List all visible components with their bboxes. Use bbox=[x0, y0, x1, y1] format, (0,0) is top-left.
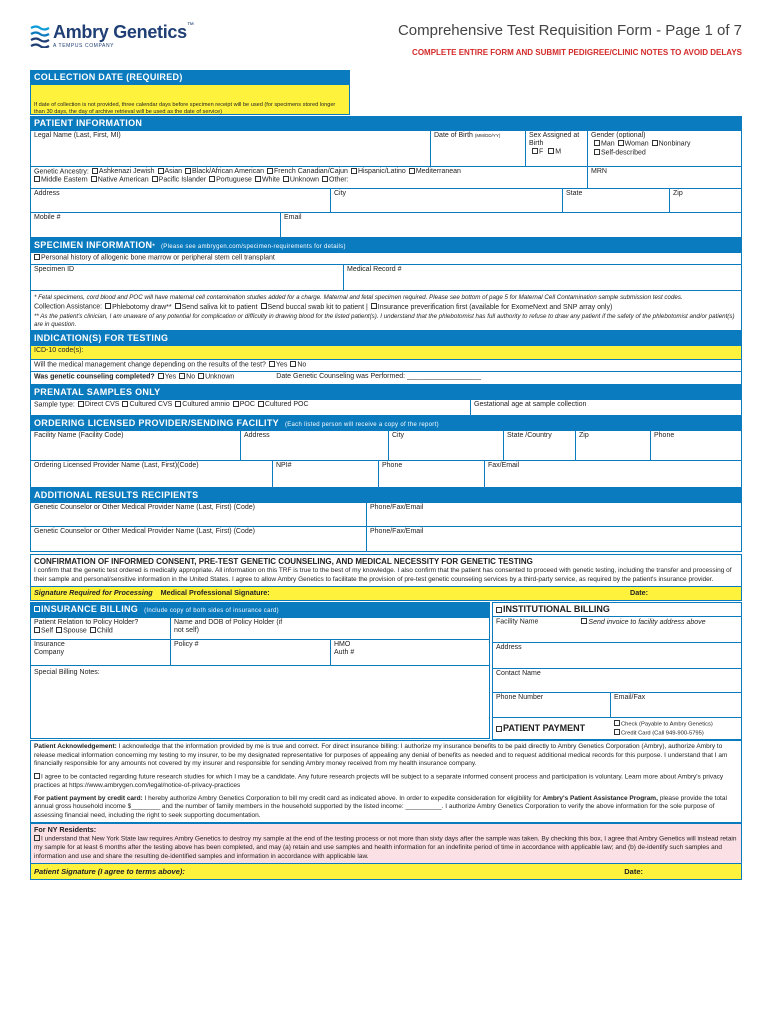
option-label: Black/African American bbox=[192, 168, 264, 176]
specimen-heading-sup: * bbox=[152, 243, 155, 250]
checkbox[interactable] bbox=[34, 254, 40, 260]
option-label: Mediterranean bbox=[415, 168, 461, 176]
consent-section bbox=[30, 554, 742, 602]
ordering-provider-field[interactable] bbox=[31, 461, 273, 487]
checkbox[interactable] bbox=[34, 627, 40, 633]
ny-body: I understand that New York State law requires Ambry Genetics to destroy my sample at the end of the testing process or not more than sixty days after the sample was taken. By checking this box, I agree that Ambry Genetics will instead retain my sample for at least 6 months after the testing above has been completed, and may (a) retain and use samples and health information for an indefinite period of time in accordance with applicable law; and (b) de-identify such samples and information and use and share the resulting de-identified samples and information in accordance with applicable law. bbox=[34, 835, 737, 860]
state-field[interactable] bbox=[563, 189, 670, 212]
sex-f-label: F bbox=[539, 148, 544, 156]
checkbox[interactable] bbox=[105, 303, 111, 309]
facility-label: Facility Name (Facility Code) bbox=[34, 431, 124, 439]
option-label: Phlebotomy draw** bbox=[112, 303, 172, 311]
insurance-heading-text: INSURANCE BILLING bbox=[41, 604, 139, 615]
state-country-field[interactable] bbox=[504, 431, 576, 460]
sig-required: Signature Required for Processing bbox=[34, 588, 153, 598]
phone2-label: Phone bbox=[382, 461, 403, 469]
provider-section bbox=[30, 431, 742, 488]
checkbox[interactable] bbox=[618, 140, 624, 146]
special-label: Special Billing Notes: bbox=[34, 668, 100, 676]
sex-field bbox=[526, 131, 588, 166]
checkbox[interactable] bbox=[92, 168, 98, 174]
unknown-label: Unknown bbox=[205, 373, 235, 381]
checkbox[interactable] bbox=[255, 176, 261, 182]
option-label: Send saliva kit to patient bbox=[181, 303, 258, 311]
city-label: City bbox=[334, 189, 347, 197]
provider-heading-note: (Each listed person will receive a copy of the report) bbox=[284, 421, 439, 428]
email-label: Email bbox=[284, 213, 302, 221]
option-label: POC bbox=[239, 401, 255, 409]
inst-contact-field[interactable] bbox=[493, 669, 741, 692]
payment-heading bbox=[493, 723, 611, 734]
institutional-heading-text: INSTITUTIONAL BILLING bbox=[503, 604, 610, 615]
checkbox[interactable] bbox=[158, 168, 164, 174]
checkbox[interactable] bbox=[34, 835, 40, 841]
recipient1-contact-label: Phone/Fax/Email bbox=[370, 503, 424, 511]
icd-field[interactable] bbox=[31, 346, 741, 359]
option-label: Pacific Islander bbox=[158, 176, 207, 184]
zip-field[interactable] bbox=[670, 189, 741, 212]
dob-format: (MM/DD/YY) bbox=[474, 132, 501, 138]
insurance-heading-note: (Include copy of both sides of insurance card) bbox=[144, 608, 279, 615]
legal-name-field[interactable] bbox=[31, 131, 431, 166]
checkbox[interactable] bbox=[371, 303, 377, 309]
brand-tm: ™ bbox=[186, 22, 194, 29]
checkbox[interactable] bbox=[269, 361, 275, 367]
mobile-label: Mobile # bbox=[34, 213, 61, 221]
gender-label: Gender (optional) bbox=[591, 131, 646, 139]
ordering-label: Ordering Licensed Provider Name (Last, First)(Code) bbox=[34, 461, 199, 469]
checkbox[interactable] bbox=[198, 373, 204, 379]
card-body: I hereby authorize Ambry Genetics Corporation to bill my credit card as indicated above. In order to expedite consideration for eligibility for bbox=[142, 794, 541, 802]
mrn-field[interactable] bbox=[588, 167, 741, 188]
checkbox[interactable] bbox=[34, 773, 40, 779]
send-invoice-label: Send invoice to facility address above bbox=[588, 618, 706, 626]
relation-field bbox=[31, 618, 171, 639]
recipient2-name[interactable] bbox=[31, 527, 367, 551]
management-question bbox=[31, 360, 741, 371]
ambry-waves-icon bbox=[30, 24, 50, 48]
ack-text bbox=[31, 741, 741, 771]
provider-phone-label: Phone bbox=[654, 431, 675, 439]
provider-city-label: City bbox=[392, 431, 405, 439]
checkbox[interactable] bbox=[496, 726, 502, 732]
checkbox[interactable] bbox=[185, 168, 191, 174]
insurance-box bbox=[30, 618, 490, 739]
inst-address-label: Address bbox=[496, 644, 522, 652]
brand-name: Ambry Genetics bbox=[53, 22, 187, 42]
checkbox[interactable] bbox=[90, 627, 96, 633]
option-label: Direct CVS bbox=[84, 401, 120, 409]
ack-body: I acknowledge that the information provided by me is true and correct. For direct insurance billing: I authorize my insurance benefits to be paid directly to Ambry Genetics Corporation (Ambry), authorize Ambry to release medical information concerning my testing to my insurer, to be my designated representative for purposes of appealing any denial of benefits as needed and to request additional medical records for this purpose. I understand that I am financially responsible for any amounts not covered by my insurer and responsible for sending Ambry money received from my health insurance company. bbox=[34, 743, 728, 768]
checkbox[interactable] bbox=[267, 168, 273, 174]
option-label: Native American bbox=[97, 176, 149, 184]
specimen-section bbox=[30, 253, 742, 331]
check-label: Check (Payable to Ambry Genetics) bbox=[621, 721, 713, 728]
checkbox[interactable] bbox=[496, 607, 502, 613]
ny-text bbox=[31, 835, 741, 863]
ancestry-label: Genetic Ancestry: bbox=[34, 168, 89, 176]
option-label: Middle Eastern bbox=[41, 176, 88, 184]
institutional-heading bbox=[492, 602, 742, 617]
marrow-label: Personal history of allogenic bone marrow or peripheral stem cell transplant bbox=[41, 254, 275, 262]
policy-holder-field[interactable] bbox=[171, 618, 489, 639]
recipient2-contact-label: Phone/Fax/Email bbox=[370, 527, 424, 535]
provider-zip-label: Zip bbox=[579, 431, 589, 439]
specimen-heading bbox=[30, 238, 742, 253]
hmo-label: HMO bbox=[334, 640, 351, 648]
yes-label: Yes bbox=[275, 361, 288, 369]
checkbox[interactable] bbox=[91, 176, 97, 182]
checkbox[interactable] bbox=[122, 401, 128, 407]
card-body2: please provide the total annual gross household income $________ and the number of family members in the household supported by the listed income: __________. I authorize Ambry Genetics Corporation to verify the above information for the sole purpose of assessing financial need, including the right to seek supporting documentation. bbox=[34, 794, 727, 819]
no-label: No bbox=[297, 361, 307, 369]
provider-address-label: Address bbox=[244, 431, 270, 439]
logo bbox=[30, 22, 194, 49]
special-notes-field[interactable] bbox=[31, 666, 489, 680]
option-label: Cultured amnio bbox=[182, 401, 230, 409]
option-label: Cultured POC bbox=[264, 401, 309, 409]
checkbox[interactable] bbox=[614, 729, 620, 735]
collection-date-field[interactable] bbox=[30, 85, 350, 115]
fetal-note: * Fetal specimens, cord blood and POC will have maternal cell contamination studies added for a charge. Maternal and fetal specimen required. Please see bottom of page 5 for Maternal Cell Contamination sample submission test codes. bbox=[34, 293, 683, 301]
form-header bbox=[30, 22, 742, 70]
option-label: Self bbox=[41, 627, 54, 635]
provider-city-field[interactable] bbox=[389, 431, 504, 460]
recipient1-label: Genetic Counselor or Other Medical Provider Name (Last, First) (Code) bbox=[34, 503, 255, 511]
specimen-id-label: Specimen ID bbox=[34, 265, 75, 273]
research-text bbox=[31, 771, 741, 793]
page-title: Comprehensive Test Requisition Form - Page 1 of 7 bbox=[397, 22, 742, 39]
checkbox[interactable] bbox=[581, 618, 587, 624]
card-text bbox=[31, 793, 741, 823]
insurance-billing bbox=[30, 602, 490, 740]
card-lead: For patient payment by credit card: bbox=[34, 794, 143, 802]
gender-man: Man bbox=[601, 140, 615, 148]
checkbox[interactable] bbox=[614, 720, 620, 726]
no-label: No bbox=[186, 373, 196, 381]
option-label: French Canadian/Cajun bbox=[274, 168, 348, 176]
gestational-age-field[interactable] bbox=[471, 400, 741, 415]
option-label: Other: bbox=[329, 176, 349, 184]
checkbox[interactable] bbox=[652, 140, 658, 146]
checkbox[interactable] bbox=[532, 148, 538, 154]
consent-text: I confirm that the genetic test ordered is medically appropriate. All information on this TRF is true to the best of my knowledge. I also confirm that the patient has consented to proceed with genetic testing, including the transfer and processing of their sample and personal/sensitive information in the United States. I agree to allow Ambry Genetics to facilitate the provision of pre-test genetic counseling services by a third-party service, as required by the patient's insurance provider. bbox=[34, 567, 732, 583]
assist-note: ** As the patient's clinician, I am unaware of any potential for complication or difficulty in drawing blood for the listed patient(s). I understand that the phlebotomist has full authority to refuse to draw any patient if the safety of the phlebotomist and/or patient(s) are in question. bbox=[34, 313, 735, 328]
patient-payment bbox=[492, 718, 742, 740]
collection-note: If date of collection is not provided, three calendar days before specimen receipt will be used (for specimens stored longer than 30 days, the day of archive retrieval will be used as the date of service) bbox=[34, 101, 336, 115]
provider-address-field[interactable] bbox=[241, 431, 389, 460]
checkbox[interactable] bbox=[258, 401, 264, 407]
checkbox[interactable] bbox=[283, 176, 289, 182]
payment-options bbox=[611, 720, 713, 737]
mrn-label: MRN bbox=[591, 167, 607, 175]
billing-section bbox=[30, 602, 742, 740]
inst-email-field[interactable] bbox=[611, 693, 741, 717]
option-label: Insurance preverification first (available for ExomeNext and SNP array only) bbox=[377, 303, 613, 311]
provider-heading bbox=[30, 416, 742, 431]
checkbox[interactable] bbox=[594, 149, 600, 155]
recipient2-label: Genetic Counselor or Other Medical Provider Name (Last, First) (Code) bbox=[34, 527, 255, 535]
gest-label: Gestational age at sample collection bbox=[474, 400, 587, 408]
gender-woman: Woman bbox=[624, 140, 649, 148]
collection-date-section bbox=[30, 70, 350, 115]
sex-label: Sex Assigned at Birth bbox=[529, 131, 580, 147]
option-label: Hispanic/Latino bbox=[357, 168, 406, 176]
inst-email-label: Email/Fax bbox=[614, 694, 646, 702]
provider-zip-field[interactable] bbox=[576, 431, 651, 460]
medical-record-field[interactable] bbox=[344, 265, 741, 290]
inst-phone-field[interactable] bbox=[493, 693, 611, 717]
recipients-section bbox=[30, 503, 742, 552]
prenatal-heading: PRENATAL SAMPLES ONLY bbox=[30, 385, 742, 400]
inst-facility-label: Facility Name bbox=[496, 618, 539, 626]
auth-label: Auth # bbox=[334, 648, 355, 656]
institutional-billing bbox=[492, 602, 742, 740]
npi-field[interactable] bbox=[273, 461, 379, 487]
indications-section bbox=[30, 346, 742, 385]
sig-date: Date: bbox=[630, 588, 648, 598]
checkbox[interactable] bbox=[175, 303, 181, 309]
inst-address-field[interactable] bbox=[493, 643, 741, 668]
patient-signature-row[interactable] bbox=[31, 863, 741, 879]
fax-email-label: Fax/Email bbox=[488, 461, 520, 469]
sex-m-label: M bbox=[555, 148, 562, 156]
checkbox[interactable] bbox=[548, 148, 554, 154]
state-country-label: State /Country bbox=[507, 431, 552, 439]
ny-heading: For NY Residents: bbox=[34, 825, 97, 835]
policy-holder-label: Name and DOB of Policy Holder (if not self) bbox=[174, 618, 283, 634]
provider-heading-text: ORDERING LICENSED PROVIDER/SENDING FACILITY bbox=[34, 417, 279, 428]
card-label: Credit Card (Call 949-900-5795) bbox=[621, 730, 704, 737]
option-label: White bbox=[261, 176, 280, 184]
relation-label: Patient Relation to Policy Holder? bbox=[34, 618, 139, 626]
institutional-box bbox=[492, 617, 742, 718]
icd-label: ICD-10 code(s): bbox=[34, 346, 84, 354]
facility-field[interactable] bbox=[31, 431, 241, 460]
policy-field[interactable] bbox=[171, 640, 331, 665]
inst-facility-field[interactable] bbox=[493, 617, 741, 642]
research-body: I agree to be contacted regarding future research studies for which I may be a candidate. Any future research projects will be subject to a separate informed consent process and participation is voluntary. Learn more about Ambry's privacy practices at https://www.ambrygen.com/legal/notice-of-privacy-practices bbox=[34, 773, 724, 789]
checkbox[interactable] bbox=[34, 606, 40, 612]
signature-row[interactable] bbox=[31, 586, 741, 600]
state-label: State bbox=[566, 189, 583, 197]
hmo-field[interactable] bbox=[331, 640, 489, 665]
patient-heading: PATIENT INFORMATION bbox=[30, 116, 742, 131]
option-label: Child bbox=[96, 627, 113, 635]
policy-label: Policy # bbox=[174, 640, 199, 648]
recipient1-contact[interactable] bbox=[367, 503, 741, 526]
phone2-field[interactable] bbox=[379, 461, 485, 487]
collection-heading: COLLECTION DATE (REQUIRED) bbox=[30, 70, 350, 85]
checkbox[interactable] bbox=[290, 361, 296, 367]
counseling-label: Was genetic counseling completed? bbox=[34, 373, 155, 381]
dob-field[interactable] bbox=[431, 131, 526, 166]
insurance-company-field[interactable] bbox=[31, 640, 171, 665]
patient-sig-label: Patient Signature (I agree to terms above): bbox=[34, 867, 185, 877]
option-label: Ashkenazi Jewish bbox=[98, 168, 155, 176]
checkbox[interactable] bbox=[351, 168, 357, 174]
acknowledgement-section bbox=[30, 740, 742, 823]
zip-label: Zip bbox=[673, 189, 683, 197]
prenatal-section bbox=[30, 400, 742, 416]
consent-heading: CONFIRMATION OF INFORMED CONSENT, PRE-TEST GENETIC COUNSELING, AND MEDICAL NECESSITY FOR GENETIC TESTING bbox=[34, 556, 533, 566]
option-label: Asian bbox=[164, 168, 183, 176]
legal-name-label: Legal Name (Last, First, MI) bbox=[34, 131, 121, 139]
checkbox[interactable] bbox=[34, 176, 40, 182]
assist-label: Collection Assistance: bbox=[34, 303, 103, 311]
gender-field bbox=[588, 131, 741, 166]
sig-label: Medical Professional Signature: bbox=[160, 588, 270, 598]
checkbox[interactable] bbox=[594, 140, 600, 146]
page-subtitle: COMPLETE ENTIRE FORM AND SUBMIT PEDIGREE/CLINIC NOTES TO AVOID DELAYS bbox=[412, 48, 742, 57]
checkbox[interactable] bbox=[233, 401, 239, 407]
specimen-id-field[interactable] bbox=[31, 265, 344, 290]
medical-record-label: Medical Record # bbox=[347, 265, 402, 273]
recipient1-name[interactable] bbox=[31, 503, 367, 526]
checkbox[interactable] bbox=[175, 401, 181, 407]
checkbox[interactable] bbox=[409, 168, 415, 174]
ny-section bbox=[30, 823, 742, 880]
option-label: Send buccal swab kit to patient | bbox=[267, 303, 368, 311]
recipients-heading: ADDITIONAL RESULTS RECIPIENTS bbox=[30, 488, 742, 503]
sample-type-field bbox=[31, 400, 471, 415]
address-field[interactable] bbox=[31, 189, 331, 212]
option-label: Cultured CVS bbox=[129, 401, 173, 409]
ancestry-field bbox=[31, 167, 588, 188]
inst-contact-label: Contact Name bbox=[496, 670, 541, 678]
specimen-heading-text: SPECIMEN INFORMATION bbox=[34, 239, 153, 250]
indications-heading: INDICATION(S) FOR TESTING bbox=[30, 331, 742, 346]
sample-type-label: Sample type: bbox=[34, 401, 75, 409]
address-label: Address bbox=[34, 189, 60, 197]
company-label: Insurance Company bbox=[34, 640, 65, 656]
payment-heading-text: PATIENT PAYMENT bbox=[503, 723, 586, 734]
option-label: Unknown bbox=[289, 176, 320, 184]
ack-lead: Patient Acknowledgement: bbox=[34, 743, 117, 751]
gender-nonbinary: Nonbinary bbox=[658, 140, 691, 148]
option-label: Portuguese bbox=[216, 176, 252, 184]
brand-sub: A TEMPUS COMPANY bbox=[53, 42, 115, 49]
insurance-heading bbox=[30, 602, 490, 617]
city-field[interactable] bbox=[331, 189, 563, 212]
specimen-heading-note: (Please see ambrygen.com/specimen-requirements for details) bbox=[160, 243, 346, 250]
yes-label: Yes bbox=[164, 373, 177, 381]
inst-phone-label: Phone Number bbox=[496, 694, 544, 702]
checkbox[interactable] bbox=[56, 627, 62, 633]
gender-self: Self-described bbox=[601, 149, 646, 157]
collection-assistance bbox=[31, 302, 741, 313]
checkbox[interactable] bbox=[158, 373, 164, 379]
counseling-question bbox=[31, 372, 741, 384]
mobile-field[interactable] bbox=[31, 213, 281, 237]
checkbox[interactable] bbox=[209, 176, 215, 182]
recipient2-contact[interactable] bbox=[367, 527, 741, 551]
option-label: Spouse bbox=[63, 627, 87, 635]
checkbox[interactable] bbox=[78, 401, 84, 407]
email-field[interactable] bbox=[281, 213, 741, 237]
checkbox[interactable] bbox=[152, 176, 158, 182]
fax-email-field[interactable] bbox=[485, 461, 741, 487]
checkbox[interactable] bbox=[261, 303, 267, 309]
provider-phone-field[interactable] bbox=[651, 431, 741, 460]
counsel-date[interactable]: Date Genetic Counseling was Performed: ___________________ bbox=[276, 373, 481, 381]
management-label: Will the medical management change depending on the results of the test? bbox=[34, 361, 266, 369]
dob-label: Date of Birth bbox=[434, 131, 473, 139]
card-program: Ambry's Patient Assistance Program, bbox=[540, 794, 658, 802]
patient-sig-date: Date: bbox=[624, 867, 643, 877]
patient-section bbox=[30, 131, 742, 238]
checkbox[interactable] bbox=[322, 176, 328, 182]
checkbox[interactable] bbox=[179, 373, 185, 379]
npi-label: NPI# bbox=[276, 461, 292, 469]
requisition-form bbox=[30, 22, 742, 880]
